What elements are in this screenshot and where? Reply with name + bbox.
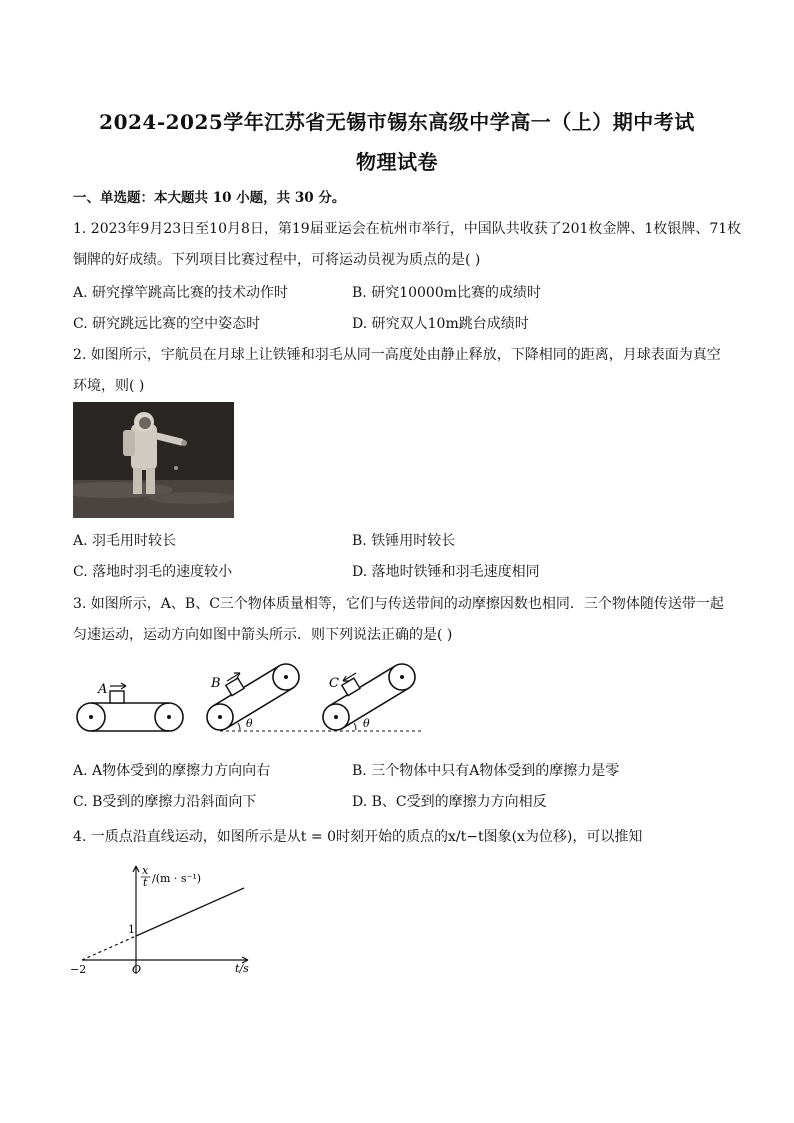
y-label-unit: /(m · s⁻¹) [152, 872, 202, 885]
question-1-option-a: A. 研究撑竿跳高比赛的技术动作时 [73, 285, 289, 301]
astronaut-illustration [73, 402, 234, 518]
label-c: C [329, 676, 339, 691]
question-3-line-1: 3. 如图所示，A、B、C三个物体质量相等，它们与传送带间的动摩擦因数也相同．三个物体随传送带一起 [73, 596, 724, 612]
label-b: B [211, 676, 221, 691]
question-1-line-1: 1. 2023年9月23日至10月8日，第19届亚运会在杭州市举行，中国队共收获了201枚金牌、1枚银牌、71枚 [73, 221, 742, 237]
question-1-line-2: 铜牌的好成绩。下列项目比赛过程中，可将运动员视为质点的是( ) [73, 252, 481, 268]
question-2-option-b: B. 铁锤用时较长 [352, 533, 456, 549]
question-2-option-c: C. 落地时羽毛的速度较小 [73, 564, 233, 580]
question-3-option-b: B. 三个物体中只有A物体受到的摩擦力是零 [352, 763, 620, 779]
question-2-line-1: 2. 如图所示，宇航员在月球上让铁锤和羽毛从同一高度处由静止释放，下降相同的距离，月球表面为真空 [73, 347, 721, 363]
page-title: 2024-2025学年江苏省无锡市锡东高级中学高一（上）期中考试 [99, 110, 695, 134]
extrapolated-line [82, 936, 136, 960]
theta-label-c: θ [363, 717, 370, 730]
y-label-denominator: t [143, 876, 148, 889]
question-3-option-c: C. B受到的摩擦力沿斜面向下 [73, 794, 257, 810]
question-3-option-a: A. A物体受到的摩擦力方向向右 [73, 763, 271, 779]
question-2-option-a: A. 羽毛用时较长 [73, 533, 177, 549]
question-2-option-d: D. 落地时铁锤和羽毛速度相同 [352, 564, 540, 580]
y-label-numerator: x [142, 864, 149, 877]
inclined-conveyor-c [323, 664, 415, 730]
section-heading: 一、单选题：本大题共 10 小题，共 30 分。 [73, 190, 346, 206]
question-1-option-c: C. 研究跳远比赛的空中姿态时 [73, 316, 261, 332]
page-subtitle: 物理试卷 [356, 150, 438, 174]
x-label: t/s [235, 962, 249, 975]
data-line [136, 888, 244, 936]
question-2-line-2: 环境，则( ) [73, 378, 145, 394]
y-tick-label: 1 [128, 923, 135, 936]
theta-label-b: θ [246, 717, 253, 730]
question-3-line-2: 匀速运动，运动方向如图中箭头所示．则下列说法正确的是( ) [73, 627, 453, 643]
inclined-conveyor-b [207, 664, 299, 730]
label-a: A [98, 682, 108, 697]
origin-label: O [132, 963, 142, 976]
question-3-option-d: D. B、C受到的摩擦力方向相反 [352, 794, 547, 810]
block-a [110, 691, 124, 703]
question-1-option-b: B. 研究10000m比赛的成绩时 [352, 285, 541, 301]
xt-t-graph [70, 856, 270, 981]
moon-astronaut-photo [73, 402, 234, 518]
question-1-option-d: D. 研究双人10m跳台成绩时 [352, 316, 529, 332]
conveyor-belt-diagram [70, 655, 430, 745]
horizontal-conveyor [77, 682, 183, 731]
x-tick-label: −2 [70, 963, 87, 976]
question-4-line-1: 4. 一质点沿直线运动，如图所示是从t = 0时刻开始的质点的x/t−t图象(x为位移)，可以推知 [73, 829, 643, 845]
